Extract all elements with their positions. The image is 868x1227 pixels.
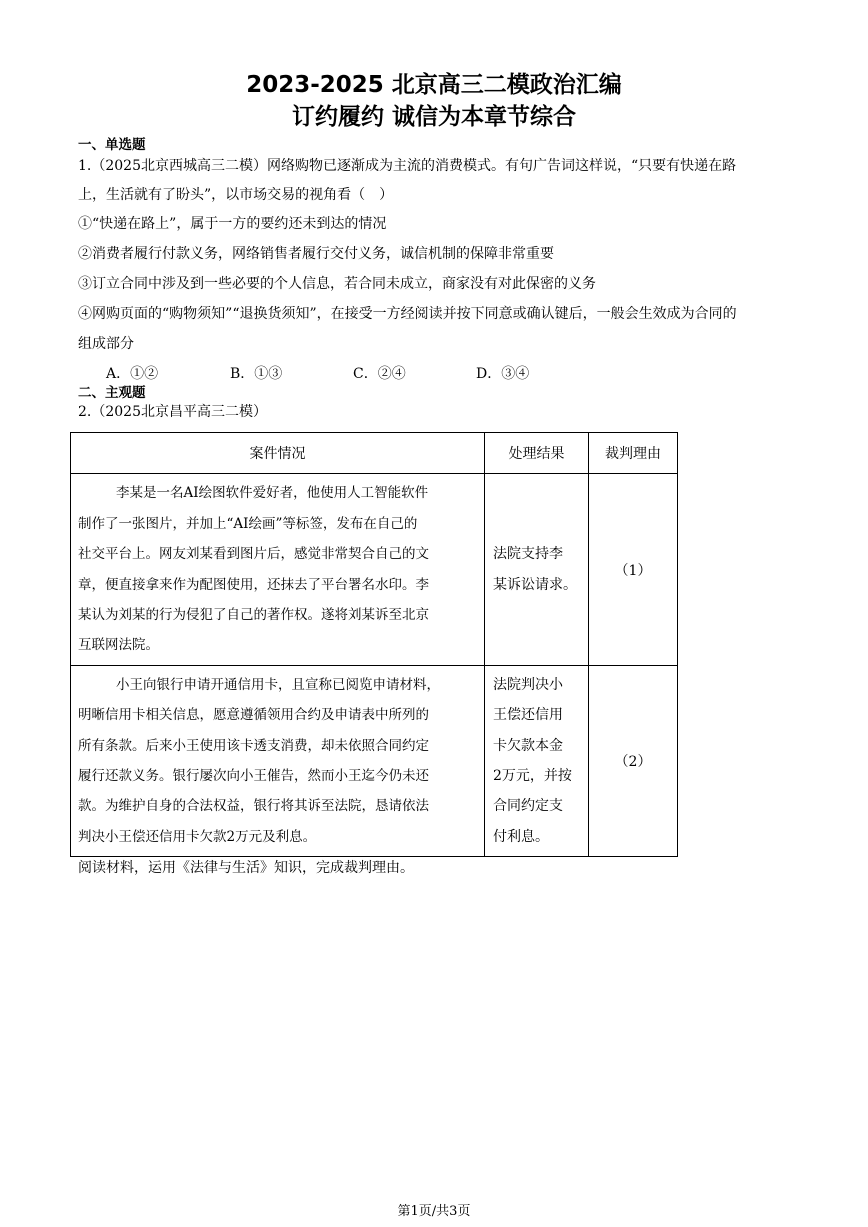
case-line: 社交平台上。网友刘某看到图片后，感觉非常契合自己的文 (78, 546, 429, 563)
result-line: 合同约定支 (493, 798, 563, 815)
q2-stem: 2.（2025北京昌平高三二模） (78, 404, 267, 420)
header-reason: 裁判理由 (589, 433, 678, 474)
header-result: 处理结果 (485, 433, 589, 474)
q1-option-c: C．②④ (353, 366, 406, 382)
q1-stem-line-1: 1.（2025北京西城高三二模）网络购物已逐渐成为主流的消费模式。有句广告词这样说，“只要有快递在路 (78, 158, 737, 174)
case-line: 制作了一张图片，并加上“AI绘画”等标签，发布在自己的 (78, 515, 418, 532)
case-cell (71, 474, 485, 666)
case-table-header-row (71, 433, 678, 474)
reason-cell: （1） (589, 474, 678, 666)
result-line: 付利息。 (493, 828, 549, 845)
case-line: 李某是一名AI绘图软件爱好者，他使用人工智能软件 (116, 485, 429, 502)
result-line: 王偿还信用 (493, 707, 563, 724)
q1-statement-1: ①“快递在路上”，属于一方的要约还未到达的情况 (78, 216, 387, 232)
case-line: 小王向银行申请开通信用卡，且宣称已阅览申请材料， (116, 676, 440, 693)
result-line: 法院判决小 (493, 676, 563, 693)
header-case: 案件情况 (71, 433, 485, 474)
case-line: 章，便直接拿来作为配图使用，还抹去了平台署名水印。李 (78, 576, 429, 593)
section-heading-single-choice: 一、单选题 (78, 137, 146, 153)
table-row (71, 474, 678, 666)
q1-option-b: B．①③ (230, 366, 283, 382)
case-line: 所有条款。后来小王使用该卡透支消费，却未依照合同约定 (78, 737, 429, 754)
case-line: 互联网法院。 (78, 637, 159, 654)
q1-statement-2: ②消费者履行付款义务，网络销售者履行交付义务，诚信机制的保障非常重要 (78, 246, 554, 262)
case-line: 明晰信用卡相关信息，愿意遵循领用合约及申请表中所列的 (78, 707, 429, 724)
result-line: 卡欠款本金 (493, 737, 563, 754)
q1-stem-line-2: 上，生活就有了盼头”，以市场交易的视角看（ ） (78, 187, 394, 203)
q1-statement-4-line-2: 组成部分 (78, 336, 134, 352)
case-cell (71, 666, 485, 857)
q1-statement-3: ③订立合同中涉及到一些必要的个人信息，若合同未成立，商家没有对此保密的义务 (78, 276, 596, 292)
result-line: 2万元，并按 (493, 768, 572, 784)
case-line: 款。为维护自身的合法权益，银行将其诉至法院，恳请依法 (78, 798, 429, 815)
result-cell (485, 474, 589, 666)
document-title-line-1: 2023-2025 北京高三二模政治汇编 (246, 72, 622, 98)
q1-option-a: A．①② (106, 366, 159, 382)
result-line: 法院支持李 (493, 546, 563, 563)
reason-cell: （2） (589, 666, 678, 857)
result-line: 某诉讼请求。 (493, 576, 577, 593)
result-cell (485, 666, 589, 857)
document-title-line-2: 订约履约 诚信为本章节综合 (291, 104, 576, 130)
q1-statement-4-line-1: ④网购页面的“购物须知”“退换货须知”，在接受一方经阅读并按下同意或确认键后，一般会生效成为合同的 (78, 306, 737, 322)
table-row (71, 666, 678, 857)
case-line: 履行还款义务。银行屡次向小王催告，然而小王迄今仍未还 (78, 768, 429, 784)
page-number: 第1页/共3页 (397, 1204, 471, 1219)
case-line: 判决小王偿还信用卡欠款2万元及利息。 (78, 828, 317, 845)
case-table (70, 432, 678, 857)
q2-instruction: 阅读材料，运用《法律与生活》知识，完成裁判理由。 (78, 860, 414, 876)
section-heading-subjective: 二、主观题 (78, 385, 146, 401)
case-line: 某认为刘某的行为侵犯了自己的著作权。遂将刘某诉至北京 (78, 606, 429, 623)
q1-option-d: D．③④ (476, 366, 530, 382)
